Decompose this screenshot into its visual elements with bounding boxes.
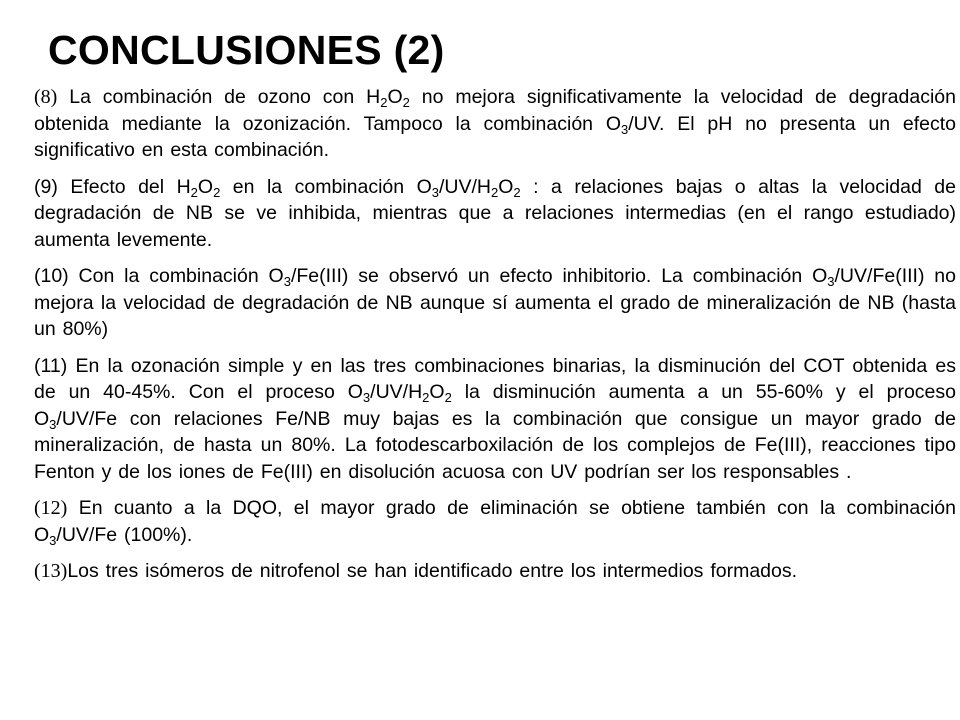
conclusion-paragraph bbox=[34, 84, 956, 164]
subscript: 2 bbox=[444, 390, 452, 405]
paragraph-number: (13) bbox=[34, 560, 68, 582]
paragraph-text: O bbox=[429, 381, 445, 403]
paragraph-number: (8) bbox=[34, 86, 58, 108]
paragraph-text: no mejora significativamente la velocidad de degradación obtenida mediante la ozonización. Tampoco la combinación O bbox=[34, 86, 956, 135]
paragraph-text: Los tres isómeros de nitrofenol se han identificado entre los intermedios formados. bbox=[67, 560, 798, 582]
conclusion-paragraph bbox=[34, 495, 956, 548]
subscript: 3 bbox=[49, 416, 57, 432]
paragraph-number: (12) bbox=[34, 497, 68, 519]
paragraph-text: : a relaciones bajas o altas la velocidad de degradación de NB se ve inhibida, mientras que a relaciones intermedias (en el rango estudiado) aumenta levemente. bbox=[34, 175, 956, 251]
subscript: 3 bbox=[283, 274, 291, 289]
paragraph-text: /UV/H bbox=[370, 381, 423, 403]
paragraph-text: En cuanto a la DQO, el mayor grado de eliminación se obtiene también con la combinación O bbox=[34, 497, 956, 546]
paragraph-text: Con la combinación O bbox=[68, 265, 284, 287]
paragraph-text: en la combinación O bbox=[220, 175, 432, 198]
conclusion-paragraph bbox=[34, 174, 956, 254]
paragraph-text: /UV. El pH no presenta un efecto significativo en esta combinación. bbox=[34, 112, 957, 161]
paragraph-text: O bbox=[387, 86, 403, 108]
subscript: 3 bbox=[362, 390, 371, 405]
subscript: 2 bbox=[402, 95, 410, 110]
subscript: 3 bbox=[827, 274, 835, 289]
paragraph-text: /Fe(III) se observó un efecto inhibitorio. La combinación O bbox=[290, 265, 828, 287]
paragraph-text: O bbox=[498, 175, 514, 198]
conclusion-paragraph bbox=[34, 558, 956, 585]
paragraph-text: /UV/Fe con relaciones Fe/NB muy bajas es la combinación que consigue un mayor grado de mineralización, de hasta un 80%. La fotodescarboxilación de los complejos de Fe(III), reacciones tipo Fenton y de los iones de Fe(III) en disolución acuosa con UV podrían ser los responsables . bbox=[34, 407, 956, 483]
paragraph-number: (10) bbox=[34, 265, 69, 287]
slide-title: CONCLUSIONES (2) bbox=[48, 27, 445, 73]
paragraph-text: O bbox=[197, 175, 214, 198]
paragraph-text: /UV/Fe (100%). bbox=[56, 523, 193, 546]
conclusion-paragraph bbox=[34, 263, 956, 343]
paragraph-text: Efecto del H bbox=[57, 175, 191, 198]
paragraph-text: /UV/H bbox=[438, 175, 491, 198]
paragraph-text: La combinación de ozono con H bbox=[57, 86, 381, 108]
paragraph-number: (9) bbox=[34, 175, 58, 198]
subscript: 3 bbox=[431, 184, 439, 200]
conclusions-body bbox=[34, 84, 956, 595]
subscript: 2 bbox=[513, 184, 521, 200]
conclusion-paragraph bbox=[34, 353, 956, 486]
subscript: 2 bbox=[422, 390, 430, 405]
paragraph-text: la disminución aumenta a un 55-60% y el proceso O bbox=[34, 381, 956, 430]
subscript: 2 bbox=[491, 184, 499, 200]
subscript: 3 bbox=[621, 121, 629, 137]
subscript: 2 bbox=[380, 95, 388, 110]
subscript: 2 bbox=[213, 184, 221, 200]
paragraph-number: (11) bbox=[34, 354, 68, 377]
subscript: 3 bbox=[49, 532, 57, 548]
paragraph-text: /UV/Fe(III) no mejora la velocidad de degradación de NB aunque sí aumenta el grado de mineralización de NB (hasta un 80%) bbox=[34, 265, 956, 340]
subscript: 2 bbox=[190, 184, 198, 200]
paragraph-text: En la ozonación simple y en las tres combinaciones binarias, la disminución del COT obtenida es de un 40-45%. Con el proceso O bbox=[34, 354, 956, 403]
